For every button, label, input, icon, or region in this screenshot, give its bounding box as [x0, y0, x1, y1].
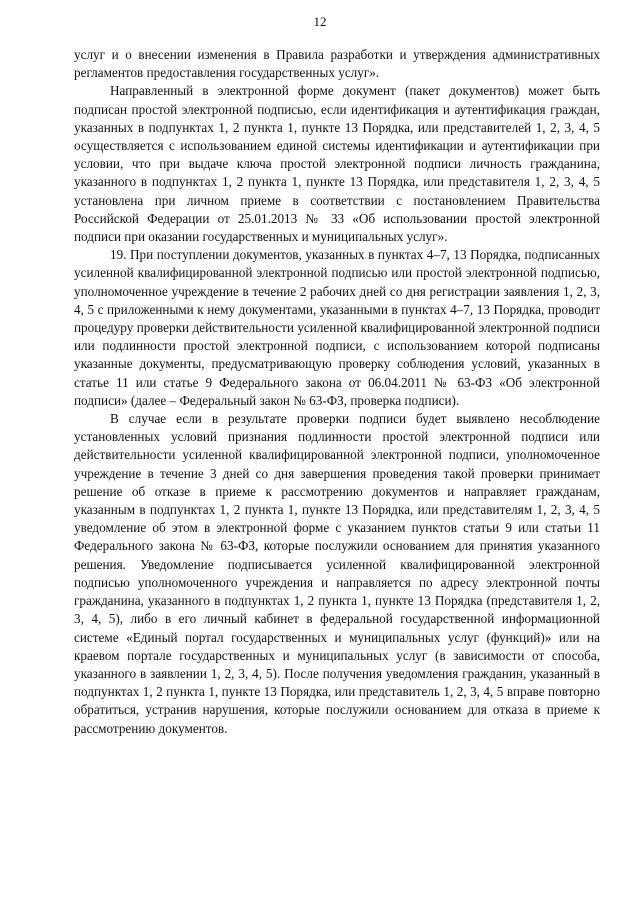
paragraph-item-19: 19. При поступлении документов, указанных в пунктах 4–7, 13 Порядка, подписанных усиленной квалифицированной электронной подписью или простой электронной подписью, уполномоченное учреждение в течение 2 рабочих дней со дня регистрации заявления 1, 2, 3, 4, 5 с приложенными к нему документами, указанными в пунктах 4–7, 13 Порядка, проводит процедуру проверки действительности усиленной квалифицированной электронной подписи или подлинности простой электронной подписи, с использованием которой подписаны указанные документы, предусматривающую проверку соблюдения условий, указанных в статье 11 или статье 9 Федерального закона от 06.04.2011 № 63-ФЗ «Об электронной подписи» (далее – Федеральный закон № 63-ФЗ, проверка подписи). — [74, 247, 600, 408]
paragraph-continuation: услуг и о внесении изменения в Правила разработки и утверждения административных регламентов предоставления государственных услуг». — [74, 47, 600, 81]
paragraph-verification-failure: В случае если в результате проверки подписи будет выявлено несоблюдение установленных условий признания подлинности простой электронной подписи или действительности усиленной квалифицированной электронной подписи, уполномоченное учреждение в течение 3 дней со дня завершения проведения такой проверки принимает решение об отказе в приеме к рассмотрению документов и направляет гражданам, указанным в подпунктах 1, 2 пункта 1, пункте 13 Порядка, или представителям 1, 2, 3, 4, 5 уведомление об этом в электронной форме с указанием пунктов статьи 9 или статьи 11 Федерального закона № 63-ФЗ, которые послужили основанием для принятия указанного решения. Уведомление подписывается усиленной квалифицированной электронной подписью уполномоченного учреждения и направляется по адресу электронной почты гражданина, указанного в подпунктах 1, 2 пункта 1, пункте 13 Порядка (представителя 1, 2, 3, 4, 5), либо в его личный кабинет в федеральной государственной информационной системе «Единый портал государственных и муниципальных услуг (функций)» или на краевом портале государственных и муниципальных услуг (в зависимости от способа, указанного в заявлении 1, 2, 3, 4, 5). После получения уведомления гражданин, указанный в подпунктах 1, 2 пункта 1, пункте 13 Порядка, или представитель 1, 2, 3, 4, 5 вправе повторно обратиться, устранив нарушения, которые послужили основанием для отказа в приеме к рассмотрению документов. — [74, 411, 600, 736]
paragraph-electronic-signature: Направленный в электронной форме документ (пакет документов) может быть подписан простой электронной подписью, если идентификация и аутентификация граждан, указанных в подпунктах 1, 2 пункта 1, пункте 13 Порядка, или представителей 1, 2, 3, 4, 5 осуществляется с использованием единой системы идентификации и аутентификации при условии, что при выдаче ключа простой электронной подписи личность гражданина, указанного в подпунктах 1, 2 пункта 1, пункте 13 Порядка, или представителя 1, 2, 3, 4, 5 установлена при личном приеме в соответствии с постановлением Правительства Российской Федерации от 25.01.2013 № 33 «Об использовании простой электронной подписи при оказании государственных и муниципальных услуг». — [74, 83, 600, 245]
document-body — [74, 46, 600, 738]
page-number: 12 — [313, 14, 327, 29]
